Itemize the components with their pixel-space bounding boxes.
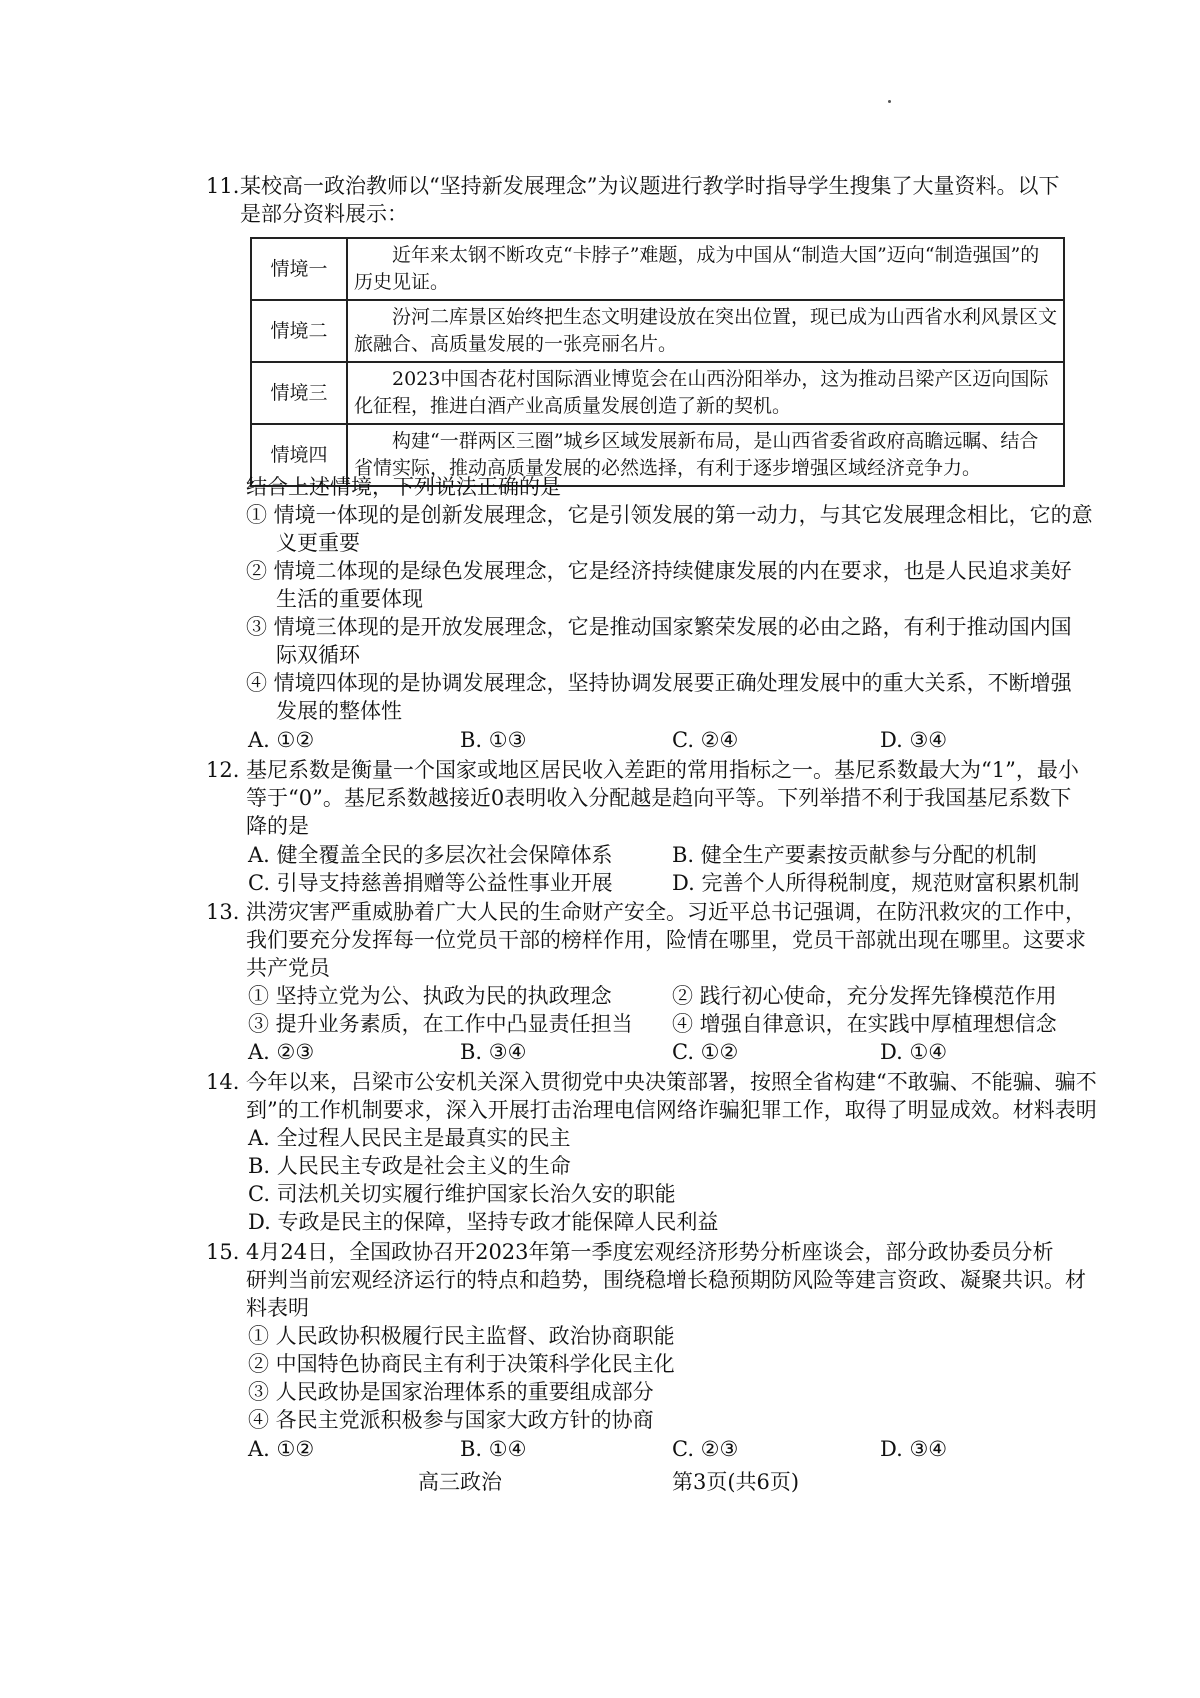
statement-line: ③ 情境三体现的是开放发展理念，它是推动国家繁荣发展的必由之路，有利于推动国内国 — [246, 615, 1072, 639]
option-c: C. 引导支持慈善捐赠等公益性事业开展 — [248, 871, 613, 895]
statement-line: ① 情境一体现的是创新发展理念，它是引领发展的第一动力，与其它发展理念相比，它的意 — [246, 503, 1093, 527]
option-b: B. ①③ — [460, 728, 527, 752]
question-stem: 洪涝灾害严重威胁着广大人民的生命财产安全。习近平总书记强调，在防汛救灾的工作中， — [246, 900, 1086, 924]
scenario-label: 情境四 — [251, 424, 347, 486]
option-d: D. ①④ — [880, 1040, 948, 1064]
question-stem: 基尼系数是衡量一个国家或地区居民收入差距的常用指标之一。基尼系数最大为“1”，最小 — [246, 758, 1079, 782]
footer-subject: 高三政治 — [418, 1470, 502, 1494]
option-d: D. ③④ — [880, 728, 948, 752]
option-d: D. 完善个人所得税制度，规范财富积累机制 — [672, 871, 1080, 895]
statement-line: ③ 提升业务素质，在工作中凸显责任担当 — [248, 1012, 633, 1036]
question-stem: 4月24日，全国政协召开2023年第一季度宏观经济形势分析座谈会，部分政协委员分析 — [246, 1240, 1054, 1264]
scenario-text: 汾河二库景区始终把生态文明建设放在突出位置，现已成为山西省水利风景区文旅融合、高质量发展的一张亮丽名片。 — [347, 300, 1064, 362]
statement-line: ① 人民政协积极履行民主监督、政治协商职能 — [248, 1324, 675, 1348]
question-stem: 降的是 — [246, 814, 309, 838]
scenario-text: 2023中国杏花村国际酒业博览会在山西汾阳举办，这为推动吕梁产区迈向国际化征程，推进白酒产业高质量发展创造了新的契机。 — [347, 362, 1064, 424]
question-stem: 等于“0”。基尼系数越接近0表明收入分配越是趋向平等。下列举措不利于我国基尼系数下 — [246, 786, 1072, 810]
scan-speck — [888, 100, 891, 103]
option-c: C. ②④ — [672, 728, 739, 752]
question-stem: 到”的工作机制要求，深入开展打击治理电信网络诈骗犯罪工作，取得了明显成效。材料表明 — [246, 1098, 1097, 1122]
option-d: D. 专政是民主的保障，坚持专政才能保障人民利益 — [248, 1210, 719, 1234]
scenario-row — [251, 238, 1064, 300]
question-stem: 共产党员 — [246, 956, 330, 980]
option-c: C. 司法机关切实履行维护国家长治久安的职能 — [248, 1182, 676, 1206]
scenario-label: 情境三 — [251, 362, 347, 424]
statement-line: ④ 各民主党派积极参与国家大政方针的协商 — [248, 1408, 654, 1432]
question-stem: 研判当前宏观经济运行的特点和趋势，围绕稳增长稳预期防风险等建言资政、凝聚共识。材 — [246, 1268, 1086, 1292]
scenario-table — [250, 237, 1065, 487]
scenario-text: 近年来太钢不断攻克“卡脖子”难题，成为中国从“制造大国”迈向“制造强国”的历史见证。 — [347, 238, 1064, 300]
statement-line: ④ 增强自律意识，在实践中厚植理想信念 — [672, 1012, 1057, 1036]
question-prompt: 结合上述情境，下列说法正确的是 — [246, 475, 561, 499]
option-b: B. 健全生产要素按贡献参与分配的机制 — [672, 843, 1037, 867]
question-stem: 我们要充分发挥每一位党员干部的榜样作用，险情在哪里，党员干部就出现在哪里。这要求 — [246, 928, 1086, 952]
statement-line: 生活的重要体现 — [276, 587, 423, 611]
option-b: B. 人民民主专政是社会主义的生命 — [248, 1154, 571, 1178]
question-stem: 料表明 — [246, 1296, 309, 1320]
question-number: 12. — [206, 758, 240, 782]
option-a: A. ②③ — [248, 1040, 315, 1064]
question-stem: 是部分资料展示： — [240, 202, 408, 226]
statement-line: ② 中国特色协商民主有利于决策科学化民主化 — [248, 1352, 675, 1376]
question-number: 13. — [206, 900, 240, 924]
statement-line: 际双循环 — [276, 643, 360, 667]
question-number: 15. — [206, 1240, 240, 1264]
question-stem: 今年以来，吕梁市公安机关深入贯彻党中央决策部署，按照全省构建“不敢骗、不能骗、骗不 — [246, 1070, 1097, 1094]
option-a: A. 全过程人民民主是最真实的民主 — [248, 1126, 571, 1150]
footer-page-number: 第3页(共6页) — [672, 1470, 800, 1494]
statement-line: ④ 情境四体现的是协调发展理念，坚持协调发展要正确处理发展中的重大关系，不断增强 — [246, 671, 1072, 695]
option-a: A. 健全覆盖全民的多层次社会保障体系 — [248, 843, 613, 867]
question-stem: 某校高一政治教师以“坚持新发展理念”为议题进行教学时指导学生搜集了大量资料。以下 — [240, 174, 1060, 198]
option-a: A. ①② — [248, 728, 315, 752]
statement-line: ① 坚持立党为公、执政为民的执政理念 — [248, 984, 612, 1008]
question-number: 11. — [206, 174, 240, 198]
option-c: C. ②③ — [672, 1437, 739, 1461]
scenario-text: 构建“一群两区三圈”城乡区域发展新布局，是山西省委省政府高瞻远瞩、结合省情实际，推动高质量发展的必然选择，有利于逐步增强区域经济竞争力。 — [347, 424, 1064, 486]
statement-line: 义更重要 — [276, 531, 360, 555]
option-b: B. ①④ — [460, 1437, 527, 1461]
statement-line: 发展的整体性 — [276, 699, 402, 723]
question-number: 14. — [206, 1070, 240, 1094]
scenario-row — [251, 362, 1064, 424]
scenario-label: 情境二 — [251, 300, 347, 362]
option-b: B. ③④ — [460, 1040, 527, 1064]
statement-line: ② 践行初心使命，充分发挥先锋模范作用 — [672, 984, 1057, 1008]
statement-line: ② 情境二体现的是绿色发展理念，它是经济持续健康发展的内在要求，也是人民追求美好 — [246, 559, 1072, 583]
option-d: D. ③④ — [880, 1437, 948, 1461]
option-a: A. ①② — [248, 1437, 315, 1461]
scenario-row — [251, 300, 1064, 362]
scenario-label: 情境一 — [251, 238, 347, 300]
statement-line: ③ 人民政协是国家治理体系的重要组成部分 — [248, 1380, 654, 1404]
option-c: C. ①② — [672, 1040, 739, 1064]
